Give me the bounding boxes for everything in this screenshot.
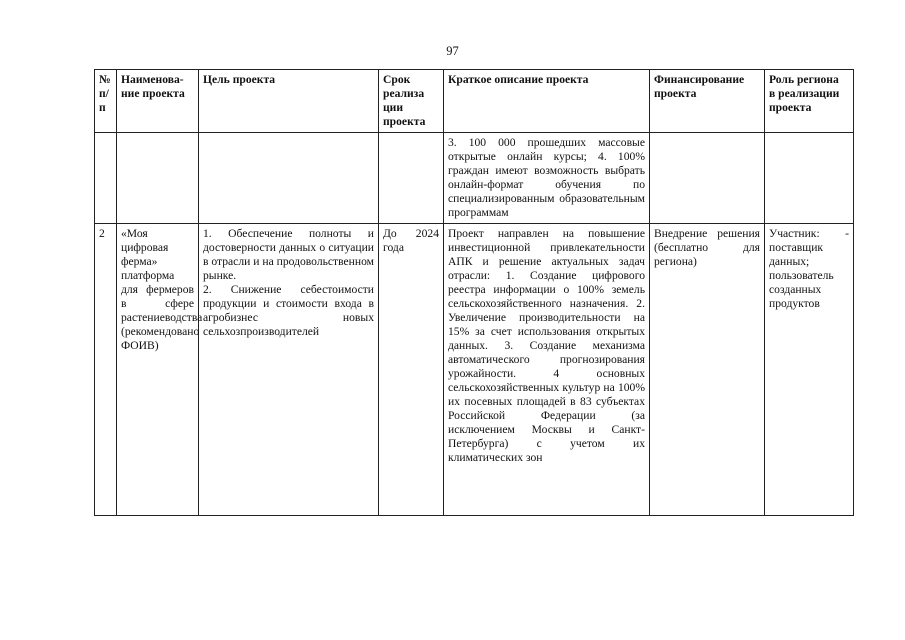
cell-region-role [765, 133, 854, 224]
header-financing: Финансирование проекта [650, 70, 765, 133]
cell-term: До 2024 года [379, 224, 444, 516]
header-number: № п/ п [95, 70, 117, 133]
cell-number: 2 [95, 224, 117, 516]
page-number: 97 [446, 44, 459, 58]
cell-project-goal [199, 133, 379, 224]
cell-number [95, 133, 117, 224]
cell-region-role: Участник: - поставщик данных; пользователь созданных продуктов [765, 224, 854, 516]
cell-project-goal: 1. Обеспечение полноты и достоверности данных о ситуации в отрасли и на продовольственном рынке. 2. Снижение себестоимости продукции и стоимости входа в агробизнес новых сельхозпроизводителей [199, 224, 379, 516]
header-region-role: Роль региона в реализации проекта [765, 70, 854, 133]
table-row [95, 133, 854, 224]
cell-description: 3. 100 000 прошедших массовые открытые онлайн курсы; 4. 100% граждан имеют возможность выбрать онлайн-формат обучения по специализированным образовательным программам [444, 133, 650, 224]
cell-project-name [117, 133, 199, 224]
table-header-row [95, 70, 854, 133]
cell-financing [650, 133, 765, 224]
header-description: Краткое описание проекта [444, 70, 650, 133]
cell-project-name: «Моя цифровая ферма» платформа для фермеров в сфере растениеводства (рекомендовано ФОИВ) [117, 224, 199, 516]
cell-financing: Внедрение решения (бесплатно для региона) [650, 224, 765, 516]
header-project-name: Наименова- ние проекта [117, 70, 199, 133]
table-row [95, 224, 854, 516]
header-term: Срок реализа ции проекта [379, 70, 444, 133]
cell-description: Проект направлен на повышение инвестиционной привлекательности АПК и решение актуальных задач отрасли: 1. Создание цифрового реестра информации о 100% земель сельскохозяйственного назначения. 2. Увеличение производительности на 15% за счет использования открытых данных. 3. Создание механизма автоматического прогнозирования урожайности. 4 основных сельскохозяйственных культур на 100% их посевных площадей в 83 субъектах Российской Федерации (за исключением Москвы и Санкт-Петербурга) с учетом их климатических зон [444, 224, 650, 516]
projects-table [94, 69, 854, 516]
cell-term [379, 133, 444, 224]
header-project-goal: Цель проекта [199, 70, 379, 133]
